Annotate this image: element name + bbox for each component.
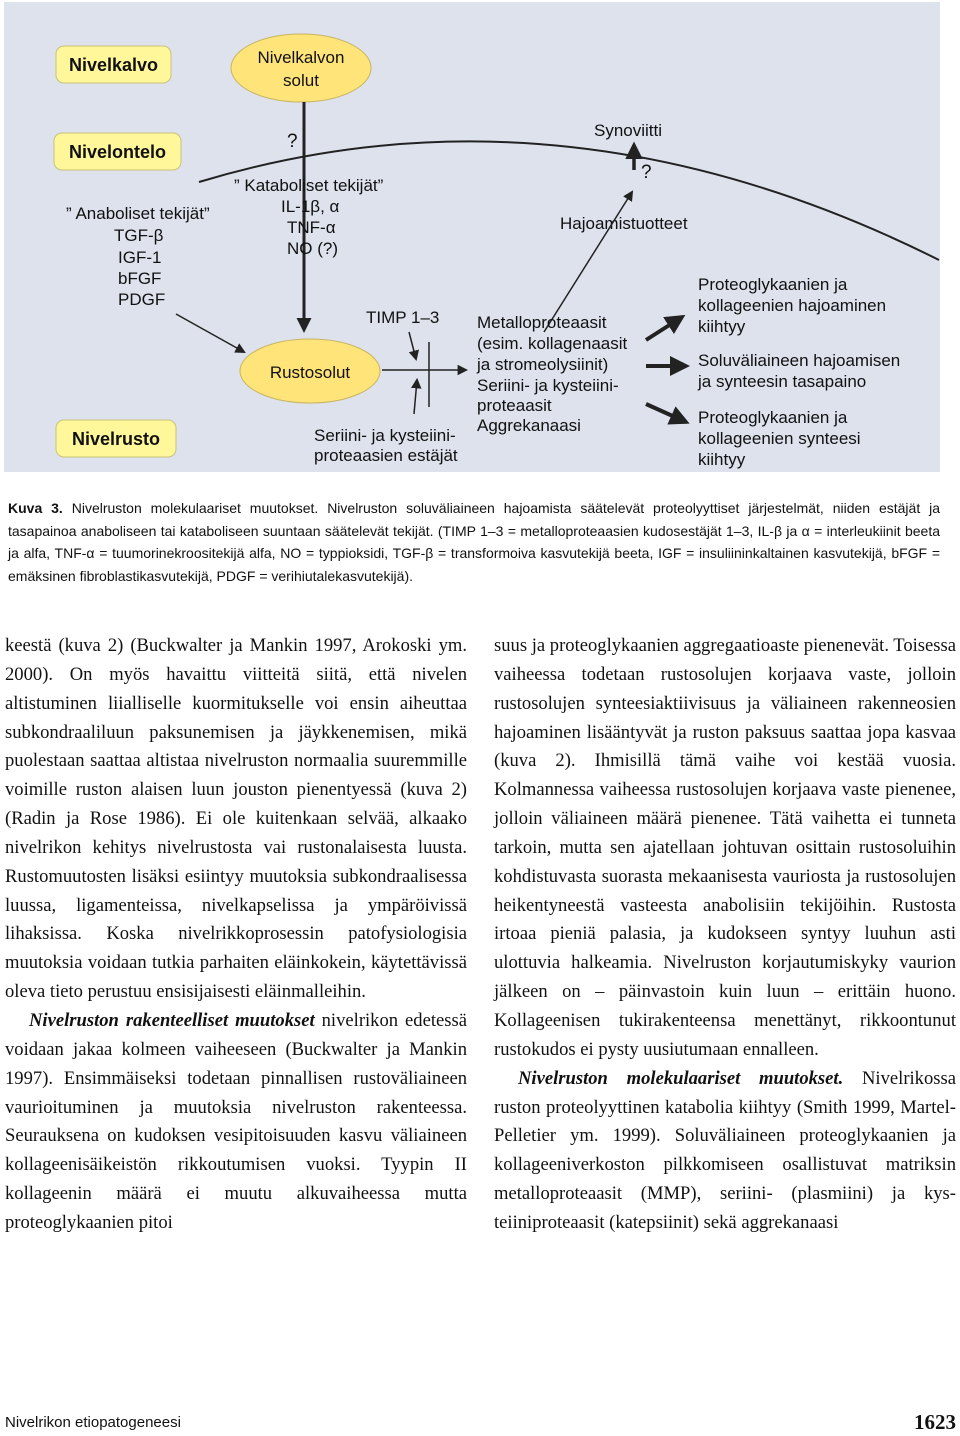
rustosolut-label: Rustosolut	[269, 363, 351, 382]
inhibitors-line-1: Seriini- ja kysteiini-	[314, 426, 456, 445]
ellipse-chondrocytes	[240, 339, 380, 403]
enzyme-line-6: Aggrekanaasi	[477, 416, 581, 435]
enzyme-line-5: proteaasit	[477, 396, 552, 415]
catabolic-no: NO (?)	[287, 239, 338, 258]
ellipse-synovial-cells	[231, 34, 371, 102]
left-section-heading: Nivelruston rakenteelliset muutokset	[29, 1009, 315, 1031]
anabolic-pdgf: PDGF	[118, 290, 166, 309]
running-footer-title: Nivelrikon etiopatogeneesi	[5, 1414, 181, 1431]
outcome1-line-2: kollageenien hajoaminen	[698, 296, 887, 315]
box-nivelontelo-label: Nivelontelo	[68, 142, 167, 162]
synoviitti-label: Synoviitti	[594, 121, 663, 140]
enzyme-line-1: Metalloproteaasit	[477, 313, 607, 332]
caption-title: Nivelruston molekulaariset muutokset.	[71, 500, 319, 516]
molecular-changes-figure	[4, 2, 940, 472]
question-top: ?	[287, 131, 298, 152]
left-paragraph-1: keestä (kuva 2) (Buckwalter ja Mankin 1997, Arokoski ym. 2000). On myös havaittu viitteitä siitä, että nivelen altistuminen liialliselle kuormitukselle voi ensin aiheuttaa subkondraaliluun paksunemisen ja jäykkenemisen, mikä puolestaan saattaa altistaa nivelruston normaalia suuremmille voimille ruston alaisen luun jouston pienentyessä (kuva 2) (Radin ja Rose 1986). Ei ole kuitenkaan selvää, alkaako nivelrikon kehitys nivelrustosta vai rustonalaisesta luusta. Rustomuutosten lisäksi esiintyy muutoksia subkondraalisessa luussa, ligamenteissa, nivelkapselissa ja ympäröivissä lihaksissa. Koska nivelrikkoprosessin patofysiologisia muutoksia voidaan tutkia parhaiten eläinkokein, käytettävissä oleva tieto perustuu ensisijaisesti eläinmalleihin.	[5, 635, 467, 1003]
right-paragraph-1: suus ja proteoglykaanien aggregaatioaste pienenevät. Toisessa vaiheessa todetaan rustosolujen korjaava vaste, jolloin rustosolujen synteesiaktiivisuus ja väliaineen rakenneosien hajoaminen lisääntyvät ja ruston paksuus saattaa jopa kasvaa (kuva 2). Ihmisillä tämä vaihe voi kestää vuosia. Kolmannessa vaiheessa rustosolujen korjaava vaste pienenee, jolloin väliaineen määrä pienenee. Tätä vaihetta ei tunneta tarkoin, mutta sen ajatellaan johtuvan osittain rustosoluihin kohdistuvasta suorasta mekaanisesta vauriosta ja rustosolujen heikentyneestä vasteesta anabolisiin tekijöihin. Rustosta irtoaa pieniä palasia, ja kudokseen syntyy luuhun asti ulottuvia halkeamia. Nivelruston korjautumiskyky vaurion jälkeen on – päinvastoin kuin luun – erittäin huono. Kollageenisen tukirakenteensa menettänyt, rikkoontunut rustokudos ei pysty uusiutumaan ennalleen.	[494, 635, 957, 1060]
catabolic-title: ” Kataboliset tekijät”	[234, 176, 384, 195]
question-synovitis: ?	[641, 162, 652, 183]
box-nivelkalvo-label: Nivelkalvo	[68, 55, 159, 75]
outcome3-line-3: kiihtyy	[698, 450, 746, 469]
ellipse-line-2: solut	[283, 71, 319, 90]
box-nivelkalvo	[56, 46, 171, 83]
right-section-heading: Nivelruston molekulaariset muutokset.	[518, 1067, 844, 1089]
anabolic-title: ” Anaboliset tekijät”	[66, 204, 210, 223]
left-paragraph-2	[5, 1007, 467, 1238]
catabolic-tnf: TNF-α	[287, 218, 336, 237]
box-nivelrusto-label: Nivelrusto	[71, 429, 161, 449]
outcome2-line-1: Soluväliaineen hajoamisen	[698, 351, 901, 370]
right-paragraph-2	[494, 1065, 956, 1238]
anabolic-tgf: TGF-β	[114, 226, 164, 245]
anabolic-bfgf: bFGF	[118, 269, 162, 288]
outcome2-line-2: ja synteesin tasapaino	[698, 372, 867, 391]
right-paragraph-2-body: Nivelrikossa ruston proteolyyttinen katabolia kiihtyy (Smith 1999, Martel-Pelletier ym. 1999). Soluväliaineen proteoglykaanien ja kollageeniverkoston pilkkomiseen osallistuvat matriksin metalloproteaasit (MMP), seriini- (plasmiini) ja kysteiiniproteaasit (katepsiinit) sekä aggrekanaasi	[494, 1067, 956, 1233]
anabolic-igf: IGF-1	[118, 248, 162, 267]
text-column-left	[5, 632, 467, 1238]
outcome3-line-2: kollageenien synteesi	[698, 429, 861, 448]
figure-caption	[8, 497, 940, 587]
hajoamistuotteet-label: Hajoamistuotteet	[560, 214, 688, 233]
timp-label: TIMP 1–3	[366, 308, 440, 327]
caption-body: Nivelruston soluväliaineen hajoamista säätelevät proteolyyttiset järjestelmät, niiden estäjät ja tasapainoa anaboliseen tai kataboliseen suuntaan säätelevät tekijät. (TIMP 1–3 = metalloproteaasien kudosestäjät 1–3, IL-β ja α = interleukiinit beeta ja alfa, TNF-α = tuumorinekroositekijä alfa, NO = typpioksidi, TGF-β = transformoiva kasvutekijä beeta, IGF = insuliininkaltainen kasvutekijä, bFGF = emäksinen fibroblastikasvutekijä, PDGF = verihiutalekasvutekijä).	[8, 500, 941, 584]
page-number: 1623	[914, 1410, 956, 1434]
outcome1-line-1: Proteoglykaanien ja	[698, 275, 848, 294]
inhibitors-line-2: proteaasien estäjät	[314, 446, 458, 465]
caption-label: Kuva 3.	[8, 500, 63, 516]
box-nivelontelo	[54, 133, 181, 170]
outcome1-line-3: kiihtyy	[698, 317, 746, 336]
box-nivelrusto	[56, 420, 176, 457]
enzyme-line-4: Seriini- ja kysteiini-	[477, 376, 619, 395]
ellipse-line-1: Nivelkalvon	[257, 48, 345, 67]
left-paragraph-2-body: nivelrikon edetessä voidaan jakaa kolmeen vaiheeseen (Buckwalter ja Mankin 1997). Ensimmäiseksi todetaan pinnallisen rustoväliaineen vaurioituminen ja muutoksia nivelruston rakenteessa. Seurauksena on kudoksen vesipitoisuuden kasvu väliaineen kollageenisäikeistön rikkoutumisen vuoksi. Tyypin II kollageenin määrä ei muutu alkuvaiheessa mutta proteoglykaanien pitoi	[5, 1009, 467, 1233]
text-column-right	[494, 632, 956, 1238]
enzyme-line-3: ja stromeolysiinit)	[477, 355, 609, 374]
catabolic-il1: IL-1β, α	[281, 197, 340, 216]
outcome3-line-1: Proteoglykaanien ja	[698, 408, 848, 427]
enzyme-line-2: (esim. kollagenaasit	[477, 334, 628, 353]
